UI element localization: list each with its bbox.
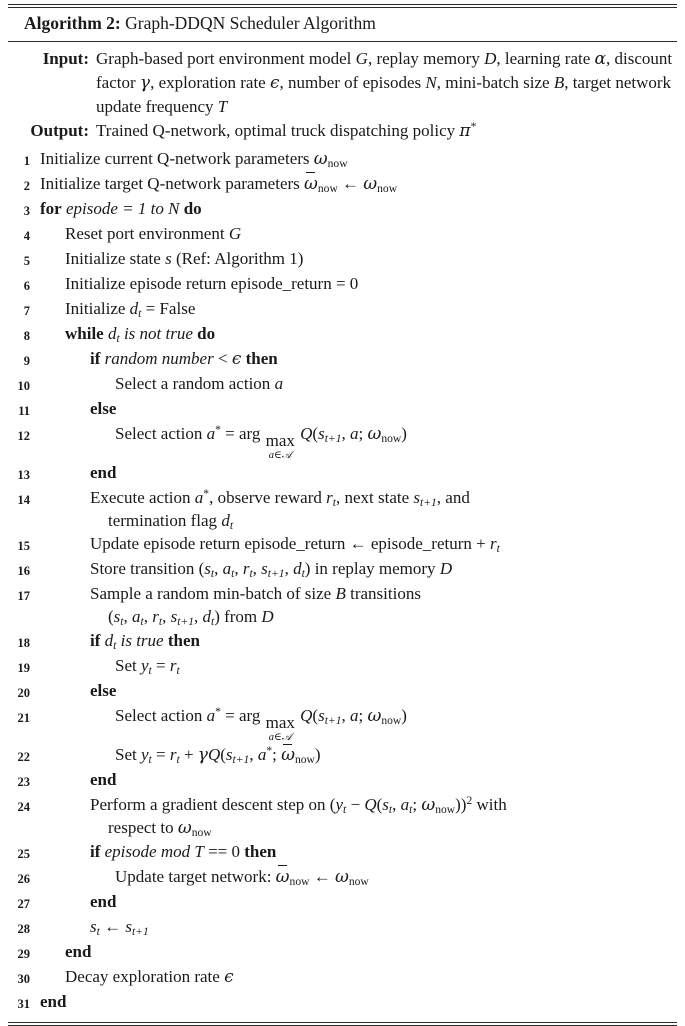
algorithm-line (8, 422, 677, 462)
line-content: Update target network: $\omega_{now}$ ← $\omega_{now}$ (115, 866, 369, 888)
algorithm-line (8, 557, 677, 582)
algorithm-line (8, 990, 677, 1015)
line-number: 17 (17, 589, 30, 604)
line-number: 18 (17, 635, 30, 650)
line-number: 24 (17, 800, 30, 815)
algorithm-line (8, 147, 677, 172)
algorithm-line (8, 793, 677, 839)
line-content: Initialize target Q-network parameters $\omega_{now}$ ← $\omega_{now}$ (40, 173, 398, 195)
line-number: 28 (17, 921, 30, 936)
line-content: Store transition ($s_t$, $a_t$, $r_t$, $s_{t+1}$, $d_t$) in replay memory D (90, 559, 453, 581)
line-content: end (65, 941, 92, 961)
algorithm-line (8, 197, 677, 222)
algorithm-caption (0, 8, 685, 41)
line-number: 23 (17, 775, 30, 790)
line-content: Execute action a*, observe reward $r_t$, next state $s_{t+1}$, and termination flag $d_t$ (90, 487, 470, 533)
line-content: Initialize current Q-network parameters $\omega_{now}$ (40, 148, 348, 170)
line-content: Decay exploration rate ϵ (65, 966, 234, 987)
algorithm-line (8, 768, 677, 793)
algorithm-line (8, 704, 677, 744)
line-number: 1 (23, 153, 30, 168)
line-number: 14 (17, 493, 30, 508)
line-number: 11 (18, 403, 30, 418)
algorithm-line (8, 743, 677, 768)
line-number: 16 (17, 564, 30, 579)
line-number: 7 (23, 303, 30, 318)
line-number: 20 (17, 685, 30, 700)
algorithm-line (8, 322, 677, 347)
line-content: if episode mod T == 0 then (90, 841, 277, 861)
algorithm-caption-title: Graph-DDQN Scheduler Algorithm (125, 13, 376, 34)
line-number: 30 (17, 971, 30, 986)
line-number: 8 (23, 328, 30, 343)
line-content: if $d_t$ is true then (90, 630, 200, 652)
algorithm-line (8, 582, 677, 628)
algorithm-block (0, 4, 685, 1026)
line-content: else (90, 398, 117, 418)
line-content: end (90, 463, 117, 483)
algorithm-line (8, 840, 677, 865)
line-number: 26 (17, 871, 30, 886)
line-number: 22 (17, 750, 30, 765)
line-content: for episode = 1 to N do (40, 198, 202, 218)
output-row (8, 119, 677, 143)
algorithm-line (8, 397, 677, 422)
algorithm-line (8, 461, 677, 486)
output-label: Output: (30, 121, 89, 141)
algorithm-line (8, 915, 677, 940)
line-number: 2 (23, 178, 30, 193)
algorithm-line (8, 486, 677, 532)
line-number: 4 (23, 228, 30, 243)
line-number: 6 (23, 278, 30, 293)
algorithm-line (8, 679, 677, 704)
line-number: 5 (23, 253, 30, 268)
line-content: Perform a gradient descent step on ($y_t - Q(s_t$, $a_t$; $\omega_{now}))^2$ with respect to $\omega_{now}$ (90, 794, 507, 840)
algorithm-line (8, 865, 677, 890)
line-number: 19 (17, 660, 30, 675)
algorithm-line (8, 297, 677, 322)
algorithm-line (8, 347, 677, 372)
line-content: Select a random action a (115, 373, 284, 393)
input-row (8, 47, 677, 118)
line-content: end (90, 770, 117, 790)
line-content: end (90, 891, 117, 911)
line-content: Initialize state s (Ref: Algorithm 1) (65, 248, 304, 268)
line-content: end (40, 991, 67, 1011)
algorithm-line (8, 890, 677, 915)
line-content: else (90, 680, 117, 700)
input-text: Graph-based port environment model G, replay memory D, learning rate α, discount factor γ, exploration rate ϵ, number of episodes N, mini-batch size B, target network update frequency T (96, 49, 673, 117)
line-content: Select action a* = arg max a∈𝒜 $Q(s_{t+1}$, a; $\omega_{now}$) (115, 422, 407, 462)
line-number: 12 (17, 428, 30, 443)
line-content: $s_t$ ← $s_{t+1}$ (90, 916, 149, 938)
line-number: 29 (17, 946, 30, 961)
line-content: Set $y_t = r_t + \gamma Q(s_{t+1}$, a*; $\omega_{now}$) (115, 744, 321, 767)
algorithm-line (8, 247, 677, 272)
line-content: Reset port environment G (65, 223, 242, 243)
line-content: Update episode return episode_return ← episode_return + $r_t$ (90, 534, 500, 556)
algorithm-line (8, 629, 677, 654)
algorithm-line (8, 532, 677, 557)
line-number: 31 (17, 996, 30, 1011)
algorithm-caption-label: Algorithm 2: (24, 13, 121, 34)
line-content: Set $y_t = r_t$ (115, 655, 180, 677)
line-number: 25 (17, 846, 30, 861)
algorithm-line (8, 372, 677, 397)
algorithm-line (8, 654, 677, 679)
algorithm-line (8, 222, 677, 247)
input-label: Input: (42, 49, 89, 69)
output-text: Trained Q-network, optimal truck dispatching policy π* (96, 120, 477, 142)
algorithm-line (8, 940, 677, 965)
line-number: 27 (17, 896, 30, 911)
line-content: Select action a* = arg max a∈𝒜 $Q(s_{t+1}$, a; $\omega_{now}$) (115, 704, 407, 744)
algorithm-line (8, 965, 677, 990)
line-number: 15 (17, 539, 30, 554)
line-number: 3 (23, 203, 30, 218)
line-content: Initialize $d_t$ = False (65, 298, 196, 320)
line-content: if random number < ϵ then (90, 348, 278, 369)
line-content: Initialize episode return episode_return = 0 (65, 273, 359, 293)
line-content: while $d_t$ is not true do (65, 323, 216, 345)
line-number: 10 (17, 378, 30, 393)
io-block (0, 42, 685, 146)
algorithm-line (8, 172, 677, 197)
bottom-double-rule (8, 1022, 677, 1026)
line-number: 9 (23, 353, 30, 368)
algorithm-line (8, 272, 677, 297)
algorithm-lines (0, 147, 685, 1017)
line-number: 13 (17, 468, 30, 483)
line-number: 21 (17, 710, 30, 725)
line-content: Sample a random min-batch of size B transitions ($s_t$, $a_t$, $r_t$, $s_{t+1}$, $d_t$) from D (90, 584, 421, 629)
